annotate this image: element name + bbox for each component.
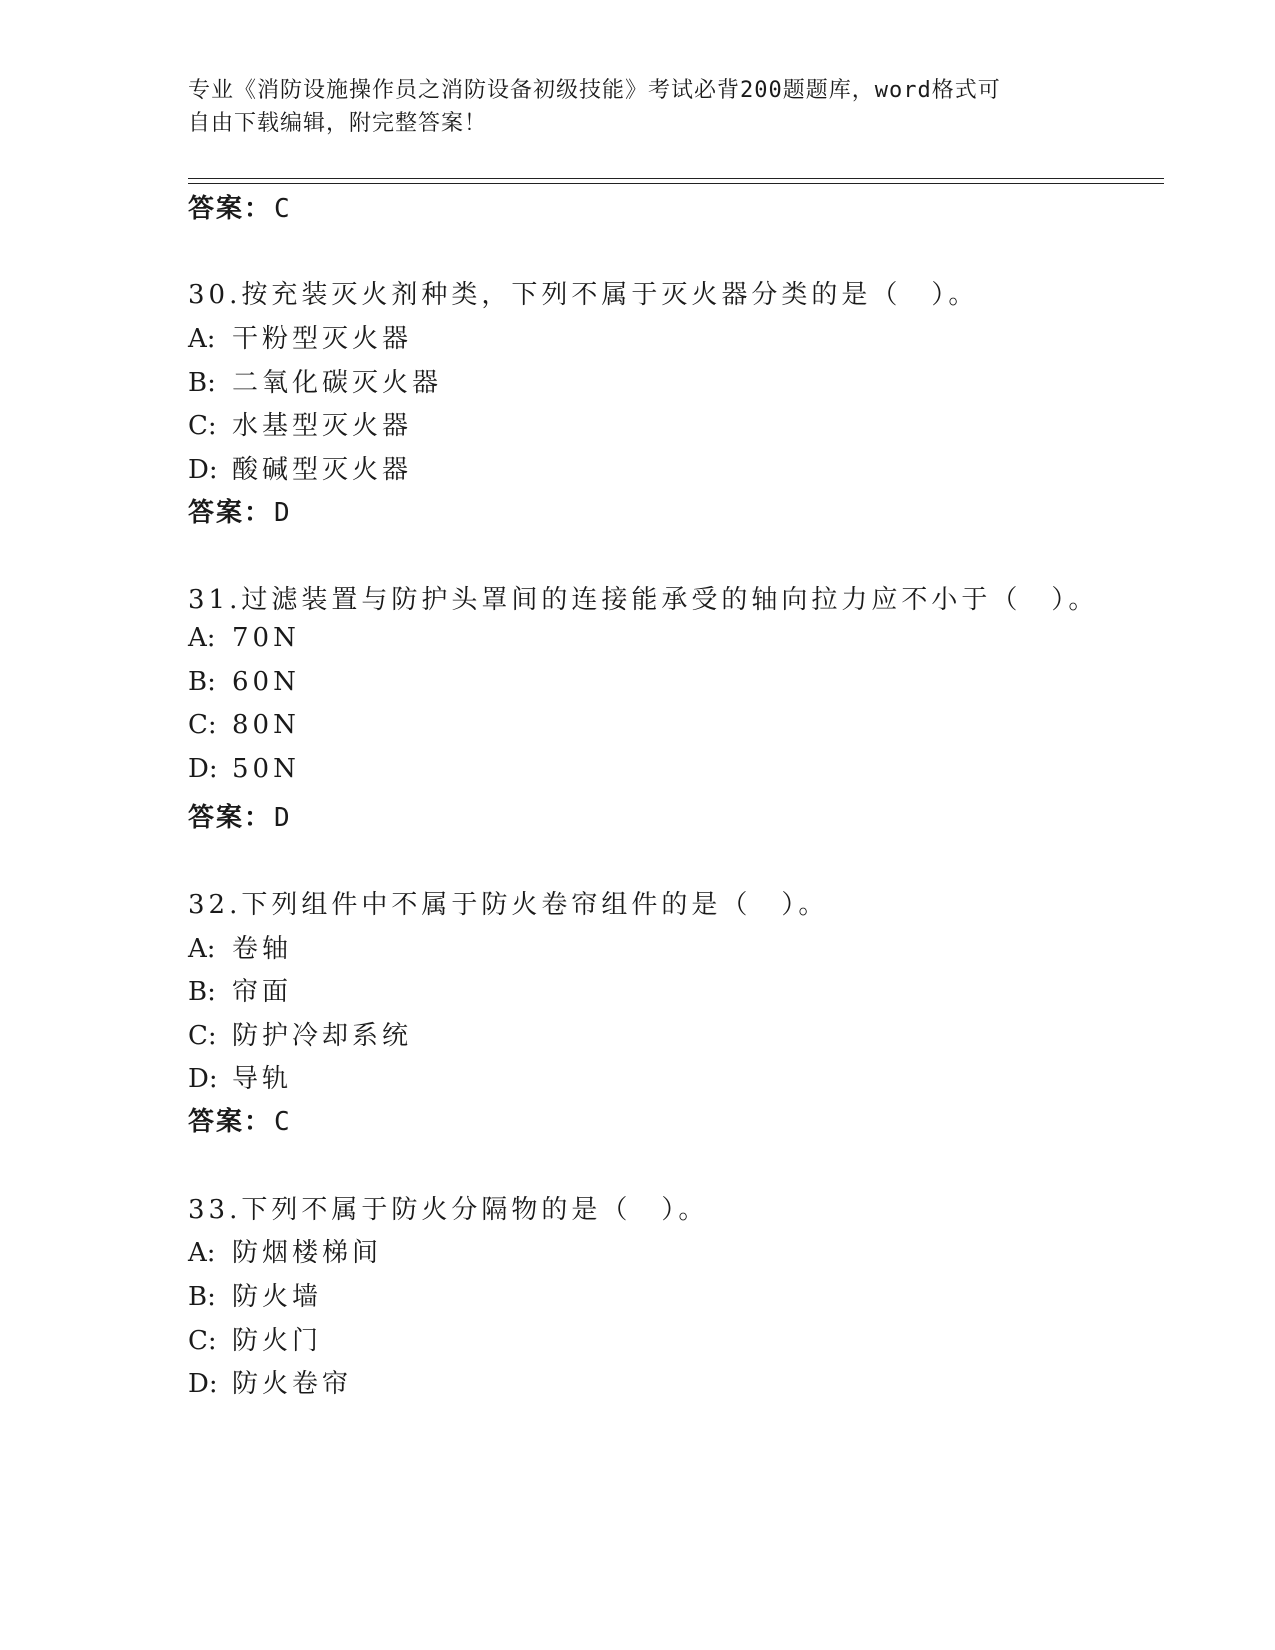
- option-text: 防火墙: [232, 1282, 323, 1312]
- header-divider-second: [188, 183, 1164, 184]
- question-31-option-a: [188, 623, 300, 653]
- option-text: 导轨: [232, 1064, 293, 1094]
- option-key: C:: [188, 1021, 217, 1051]
- question-30-option-b: [188, 362, 442, 399]
- option-text: 防火门: [232, 1326, 323, 1356]
- question-31-option-d: [188, 754, 300, 784]
- answer-label: 答案：: [188, 803, 273, 833]
- answer-30: [188, 492, 292, 529]
- question-30-option-c: [188, 405, 412, 442]
- question-33-option-b: [188, 1276, 322, 1313]
- option-key: B:: [188, 977, 216, 1007]
- answer-value: C: [274, 194, 292, 224]
- answer-value: C: [274, 1107, 292, 1137]
- question-30-option-d: [188, 449, 412, 486]
- question-32-option-a: [188, 928, 292, 965]
- option-text: 60N: [232, 667, 300, 697]
- question-33-stem: 33.下列不属于防火分隔物的是（ ）。: [188, 1195, 709, 1225]
- header-line-1: 专业《消防设施操作员之消防设备初级技能》考试必背200题题库，word格式可: [188, 78, 1001, 103]
- question-32-option-d: [188, 1058, 292, 1095]
- answer-29: [188, 188, 292, 225]
- question-32-stem: 32.下列组件中不属于防火卷帘组件的是（ ）。: [188, 890, 829, 920]
- question-30-option-a: [188, 318, 412, 355]
- option-key: D:: [188, 754, 218, 784]
- option-text: 卷轴: [232, 934, 293, 964]
- option-text: 二氧化碳灭火器: [232, 368, 443, 398]
- option-text: 酸碱型灭火器: [232, 455, 413, 485]
- option-text: 水基型灭火器: [232, 411, 413, 441]
- option-text: 70N: [232, 623, 300, 653]
- question-33-option-a: [188, 1232, 382, 1269]
- question-33-option-d: [188, 1363, 352, 1400]
- answer-value: D: [274, 498, 292, 528]
- option-key: D:: [188, 455, 218, 485]
- option-text: 防烟楼梯间: [232, 1238, 383, 1268]
- option-text: 干粉型灭火器: [232, 324, 413, 354]
- option-text: 防火卷帘: [232, 1369, 353, 1399]
- option-key: A:: [188, 324, 216, 354]
- answer-label: 答案：: [188, 1107, 273, 1137]
- option-text: 50N: [232, 754, 300, 784]
- question-33-option-c: [188, 1320, 322, 1357]
- option-key: A:: [188, 623, 216, 653]
- option-key: C:: [188, 411, 217, 441]
- question-32-option-b: [188, 971, 292, 1008]
- header-divider: [188, 178, 1164, 179]
- option-key: B:: [188, 667, 216, 697]
- option-key: C:: [188, 710, 217, 740]
- option-key: A:: [188, 934, 216, 964]
- option-key: B:: [188, 368, 216, 398]
- header-line-2: 自由下载编辑，附完整答案！: [188, 111, 488, 136]
- question-31-stem: 31.过滤装置与防护头罩间的连接能承受的轴向拉力应不小于（ ）。: [188, 585, 1099, 615]
- question-32-option-c: [188, 1015, 412, 1052]
- answer-value: D: [274, 803, 292, 833]
- answer-32: [188, 1101, 292, 1138]
- answer-label: 答案：: [188, 498, 273, 528]
- question-31-option-c: [188, 710, 300, 740]
- document-header: [188, 74, 1078, 140]
- option-text: 防护冷却系统: [232, 1021, 413, 1051]
- option-key: C:: [188, 1326, 217, 1356]
- question-30-stem: 30.按充装灭火剂种类，下列不属于灭火器分类的是（ ）。: [188, 280, 979, 310]
- option-text: 80N: [232, 710, 300, 740]
- option-key: B:: [188, 1282, 216, 1312]
- answer-label: 答案：: [188, 194, 273, 224]
- question-31-option-b: [188, 667, 300, 697]
- option-key: D:: [188, 1369, 218, 1399]
- option-key: A:: [188, 1238, 216, 1268]
- option-key: D:: [188, 1064, 218, 1094]
- answer-31: [188, 797, 292, 834]
- option-text: 帘面: [232, 977, 293, 1007]
